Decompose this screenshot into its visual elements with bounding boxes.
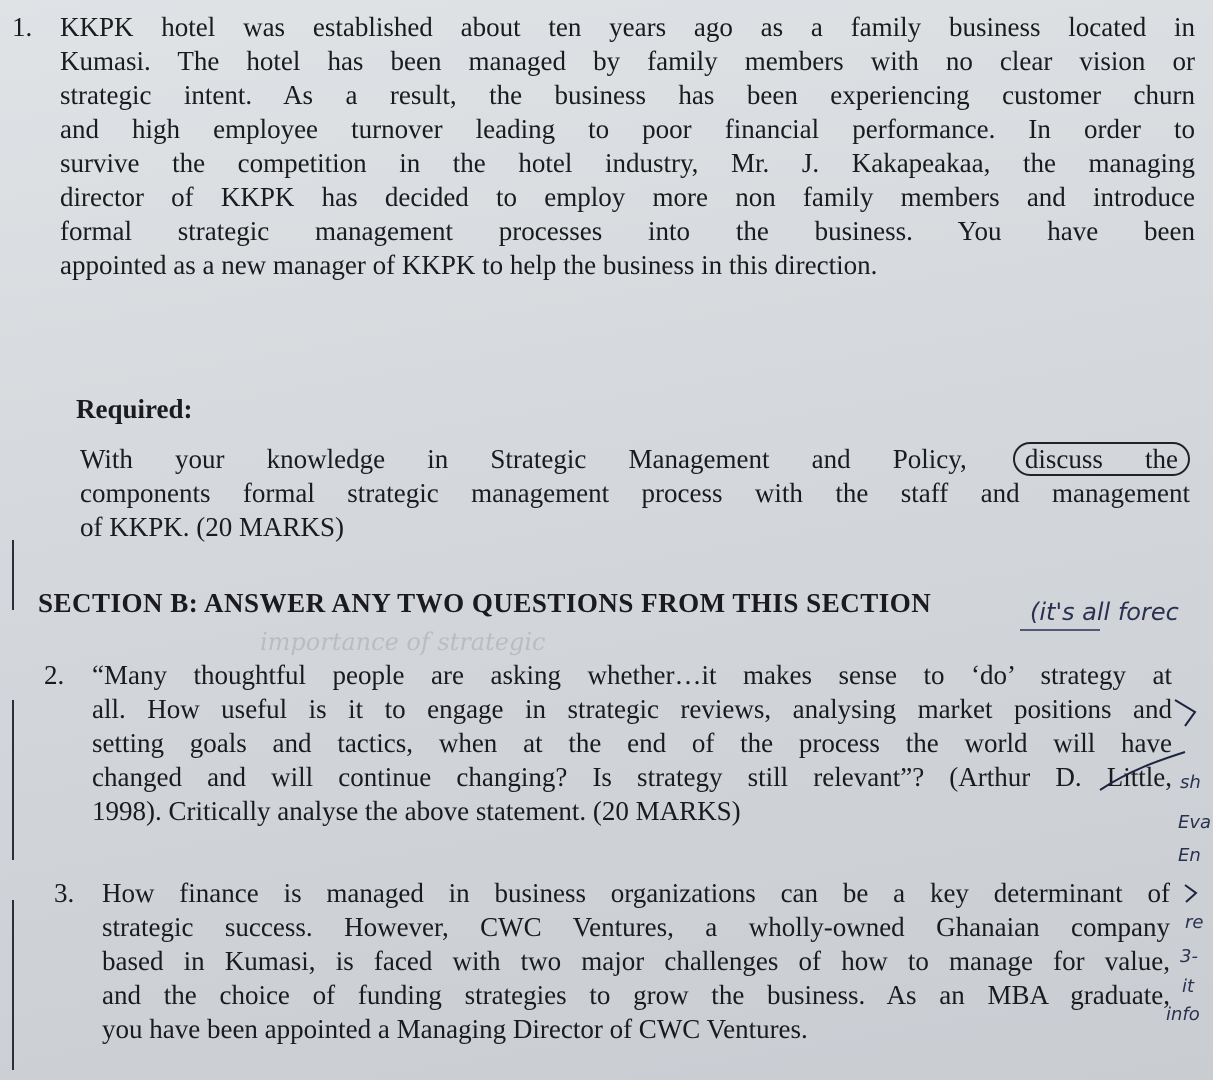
required-line: components formal strategic management process with the staff and management [80, 478, 1190, 508]
question-line: KKPK hotel was established about ten years ago as a family business located in [60, 12, 1195, 42]
question-line: survive the competition in the hotel industry, Mr. J. Kakapeakaa, the managing [60, 148, 1195, 178]
handwritten-note: (it's all forec [1030, 598, 1179, 626]
margin-line [12, 540, 14, 610]
question-line: “Many thoughtful people are asking whether…it makes sense to ‘do’ strategy at [92, 660, 1172, 690]
handwritten-note: sh [1180, 772, 1201, 793]
handwritten-note: Eva [1178, 812, 1212, 833]
pen-stroke [1175, 700, 1195, 726]
handwritten-note: re [1185, 912, 1204, 933]
question-line: appointed as a new manager of KKPK to help the business in this direction. [60, 250, 878, 280]
margin-line [12, 900, 14, 1070]
question-line: director of KKPK has decided to employ more non family members and introduce [60, 182, 1195, 212]
section-b-heading: SECTION B: ANSWER ANY TWO QUESTIONS FROM THIS SECTION [38, 588, 932, 618]
question-line: and the choice of funding strategies to grow the business. As an MBA graduate, [102, 980, 1170, 1010]
question-line: strategic success. However, CWC Ventures, a wholly-owned Ghanaian company [102, 912, 1170, 942]
question-line: strategic intent. As a result, the business has been experiencing customer churn [60, 80, 1195, 110]
question-line: you have been appointed a Managing Director of CWC Ventures. [102, 1014, 808, 1044]
question-line: changed and will continue changing? Is strategy still relevant”? (Arthur D. Little, [92, 762, 1172, 792]
circled-text: discuss the [1013, 442, 1190, 476]
required-line: of KKPK. (20 MARKS) [80, 512, 345, 542]
handwritten-note: 3- [1180, 946, 1198, 967]
handwritten-note: it [1182, 976, 1195, 997]
question-line: based in Kumasi, is faced with two major challenges of how to manage for value, [102, 946, 1170, 976]
bleed-through-text: importance of strategic [260, 628, 546, 656]
question-number: 3. [54, 878, 75, 908]
question-line: setting goals and tactics, when at the end of the process the world will have [92, 728, 1172, 758]
question-line: 1998). Critically analyse the above statement. (20 MARKS) [92, 796, 741, 826]
question-number: 2. [44, 660, 65, 690]
margin-line [12, 700, 14, 860]
question-2 [44, 658, 1172, 828]
handwritten-note: En [1178, 845, 1201, 866]
pen-stroke [1185, 885, 1196, 902]
handwritten-note: info [1166, 1004, 1200, 1025]
required-label: Required: [76, 394, 193, 424]
question-number: 1. [12, 12, 33, 42]
question-line: all. How useful is it to engage in strategic reviews, analysing market positions and [92, 694, 1172, 724]
question-1 [12, 10, 1195, 282]
required-line-text: With your knowledge in Strategic Management and Policy, [80, 444, 967, 474]
required-text [80, 442, 1190, 544]
question-line: Kumasi. The hotel has been managed by family members with no clear vision or [60, 46, 1195, 76]
question-line: How finance is managed in business organizations can be a key determinant of [102, 878, 1170, 908]
question-3 [54, 876, 1170, 1046]
question-line: and high employee turnover leading to poor financial performance. In order to [60, 114, 1195, 144]
question-line: formal strategic management processes into the business. You have been [60, 216, 1195, 246]
required-line [80, 442, 1190, 476]
